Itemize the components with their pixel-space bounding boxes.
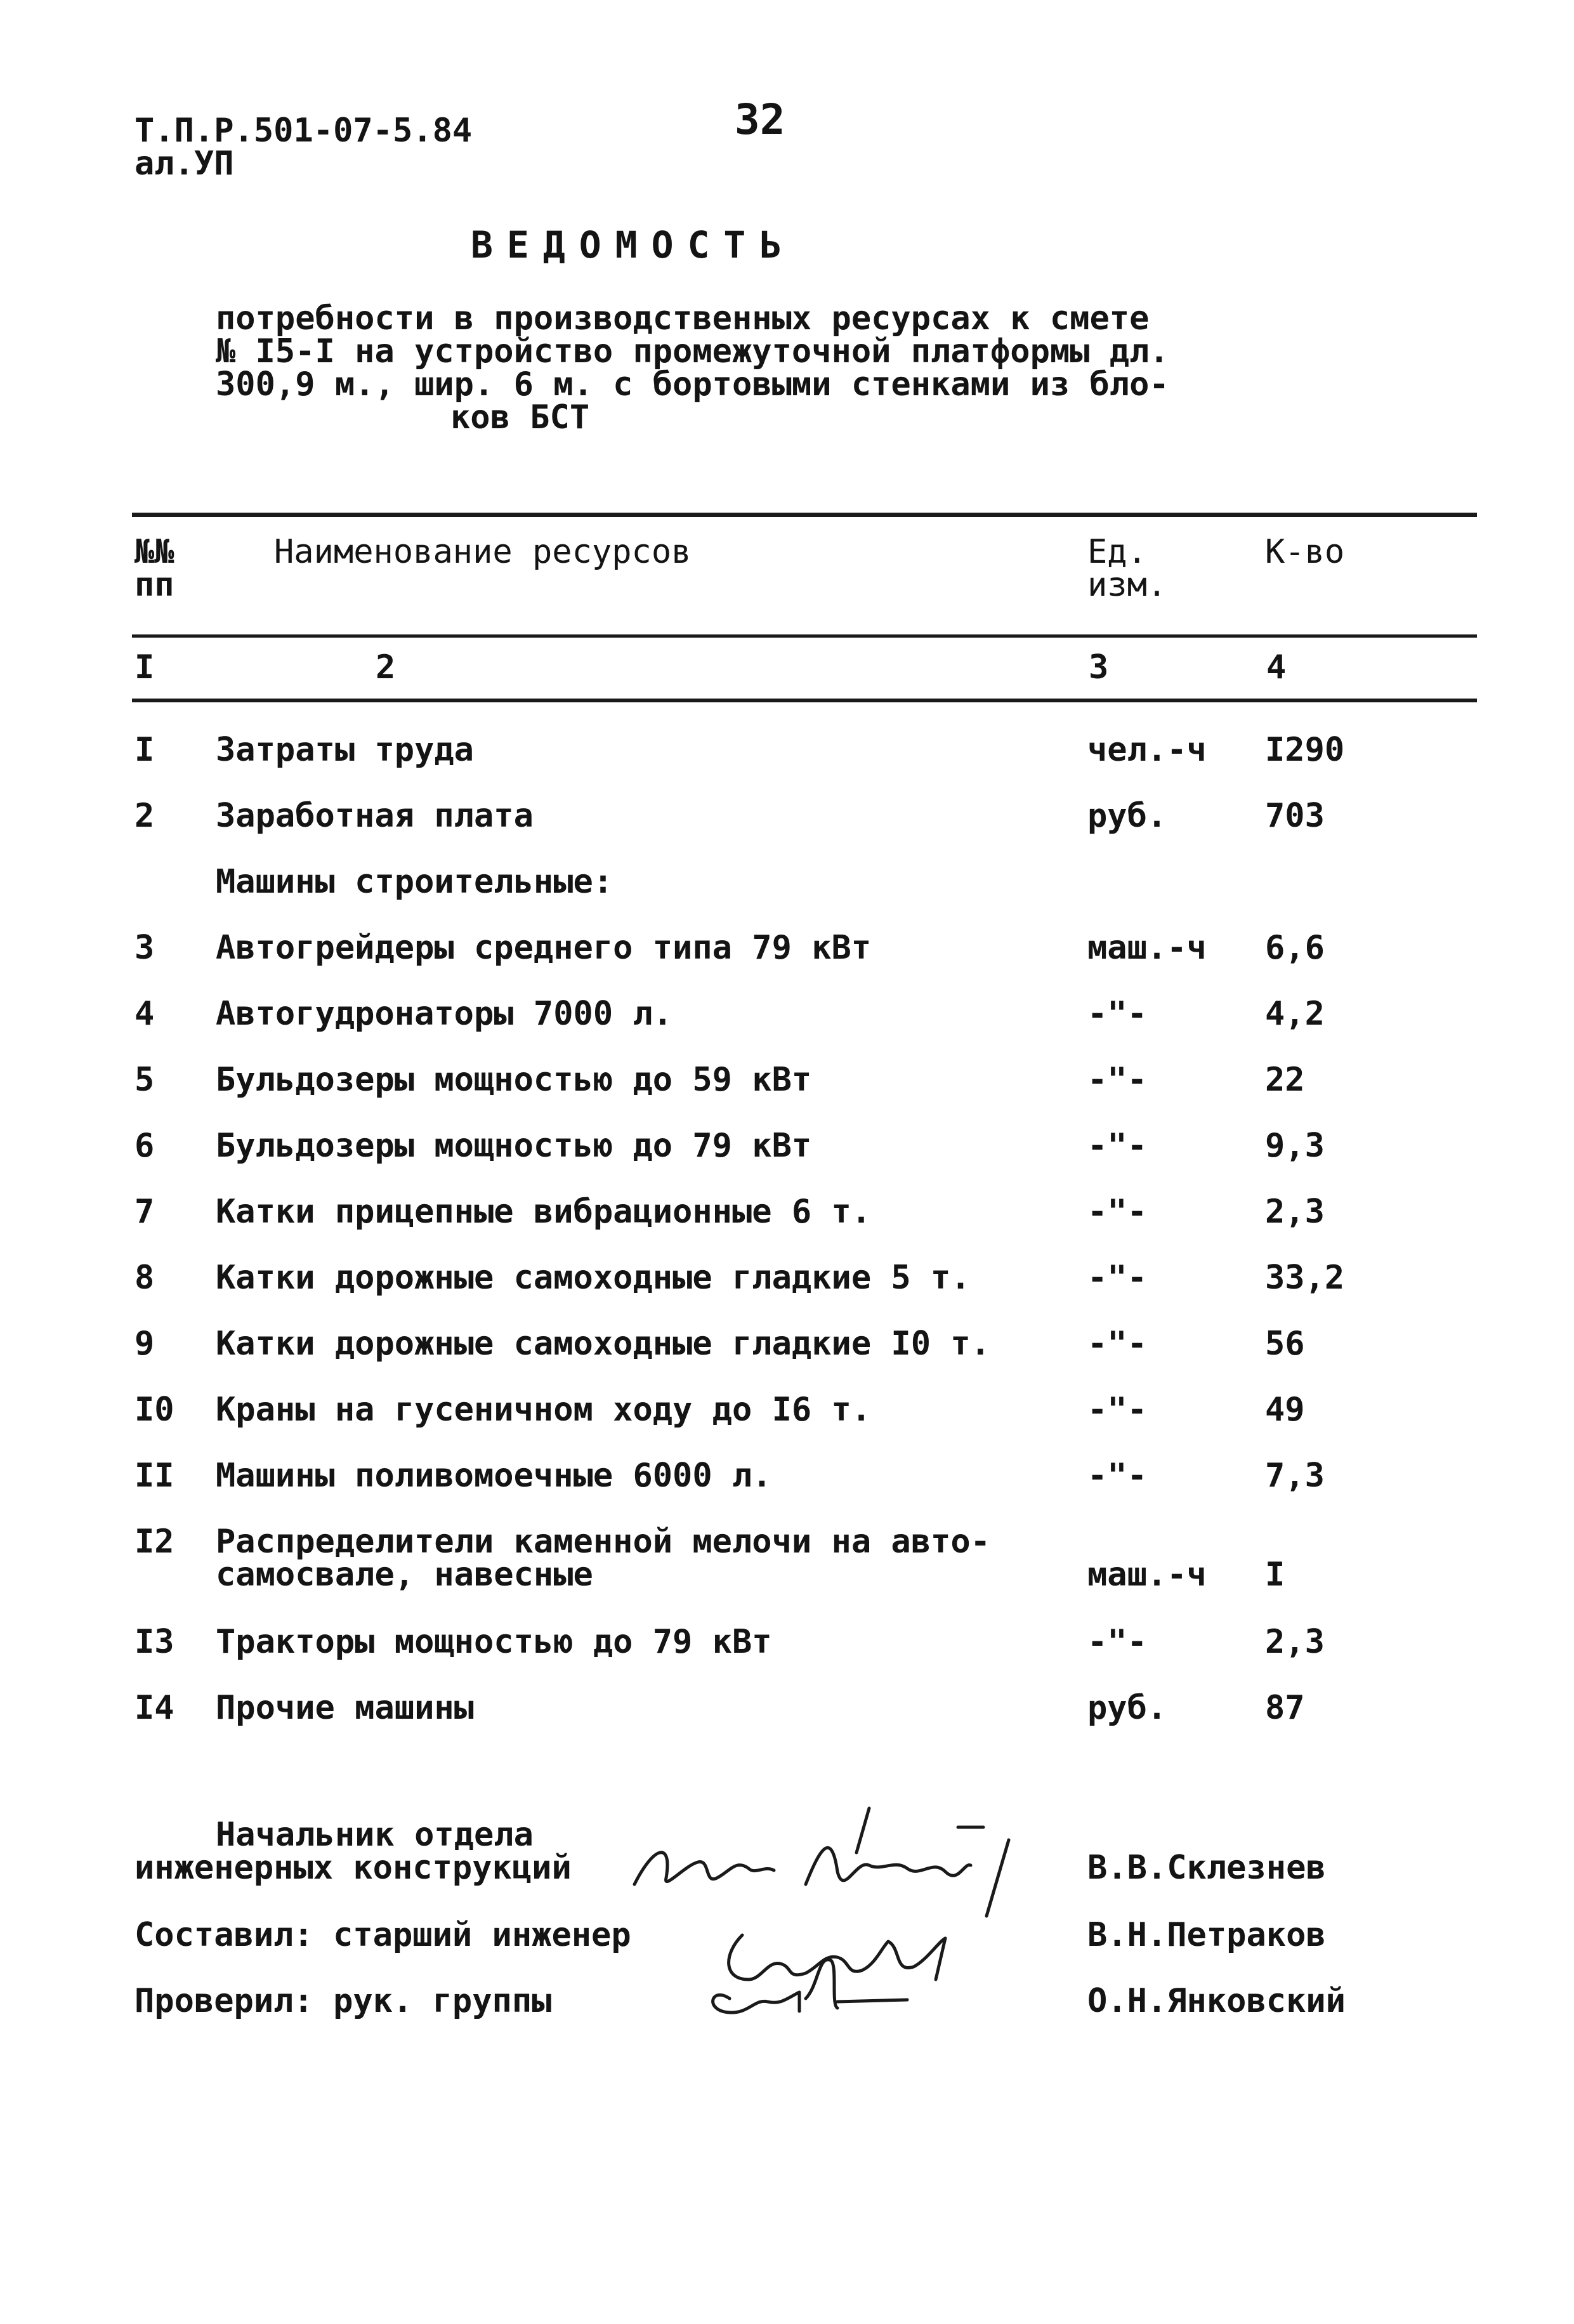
row-num: I3 bbox=[134, 1623, 174, 1661]
header-unit-line2: изм. bbox=[1087, 566, 1167, 604]
row-num: 3 bbox=[134, 929, 155, 967]
colnum-1: I bbox=[134, 648, 155, 686]
subtitle-line-3: 300,9 м., шир. 6 м. с бортовыми стенками из бло- bbox=[216, 365, 1169, 404]
row-name: Машины поливомоечные 6000 л. bbox=[216, 1457, 772, 1495]
signer-name: О.Н.Янковский bbox=[1087, 1982, 1346, 2020]
row-num: 6 bbox=[134, 1127, 155, 1165]
subtitle-line-1: потребности в производственных ресурсах к смете bbox=[216, 299, 1150, 338]
row-qty: 703 bbox=[1265, 797, 1325, 835]
row-qty: 2,3 bbox=[1265, 1623, 1325, 1661]
header-unit-line1: Ед. bbox=[1087, 533, 1147, 571]
album-label: ал.УП bbox=[134, 145, 234, 183]
signer-role-continued: инженерных конструкций bbox=[134, 1849, 572, 1887]
signer-name: В.В.Склезнев bbox=[1087, 1849, 1326, 1887]
row-name: Катки прицепные вибрационные 6 т. bbox=[216, 1193, 872, 1231]
row-name: Бульдозеры мощностью до 79 кВт bbox=[216, 1127, 812, 1165]
row-num: I4 bbox=[134, 1689, 174, 1727]
row-unit: -"- bbox=[1087, 1623, 1147, 1661]
row-section-heading: Машины строительные: bbox=[216, 863, 613, 901]
row-unit: -"- bbox=[1087, 1457, 1147, 1495]
row-unit: -"- bbox=[1087, 1061, 1147, 1099]
row-num: II bbox=[134, 1457, 174, 1495]
row-unit: -"- bbox=[1087, 1259, 1147, 1297]
row-qty: 49 bbox=[1265, 1391, 1305, 1429]
colnum-4: 4 bbox=[1266, 648, 1287, 686]
row-unit: -"- bbox=[1087, 1391, 1147, 1429]
row-name: Распределители каменной мелочи на авто- bbox=[216, 1523, 990, 1561]
row-name: Затраты труда bbox=[216, 731, 474, 769]
subtitle-line-2: № I5-I на устройство промежуточной платформы дл. bbox=[216, 332, 1169, 371]
row-unit: маш.-ч bbox=[1087, 1556, 1207, 1594]
row-unit: чел.-ч bbox=[1087, 731, 1207, 769]
table-header-rule bbox=[132, 634, 1477, 638]
row-num: 2 bbox=[134, 797, 155, 835]
row-num: 7 bbox=[134, 1193, 155, 1231]
row-qty: 56 bbox=[1265, 1325, 1305, 1363]
row-num: I0 bbox=[134, 1391, 174, 1429]
signer-role: Проверил: рук. группы bbox=[134, 1982, 552, 2020]
row-num: I2 bbox=[134, 1523, 174, 1561]
table-top-rule bbox=[132, 513, 1477, 517]
signer-name: В.Н.Петраков bbox=[1087, 1916, 1326, 1954]
row-qty: I bbox=[1265, 1556, 1285, 1594]
row-name: Катки дорожные самоходные гладкие I0 т. bbox=[216, 1325, 990, 1363]
row-qty: 4,2 bbox=[1265, 995, 1325, 1033]
row-unit: -"- bbox=[1087, 1325, 1147, 1363]
row-name-continued: самосвале, навесные bbox=[216, 1556, 593, 1594]
row-num: I bbox=[134, 731, 155, 769]
row-qty: 33,2 bbox=[1265, 1259, 1345, 1297]
row-num: 5 bbox=[134, 1061, 155, 1099]
row-qty: 7,3 bbox=[1265, 1457, 1325, 1495]
colnum-2: 2 bbox=[376, 648, 396, 686]
page-title: ВЕДОМОСТЬ bbox=[471, 223, 796, 266]
row-qty: I290 bbox=[1265, 731, 1345, 769]
signer-role: Начальник отдела bbox=[216, 1816, 534, 1854]
row-unit: маш.-ч bbox=[1087, 929, 1207, 967]
row-name: Бульдозеры мощностью до 59 кВт bbox=[216, 1061, 812, 1099]
row-qty: 22 bbox=[1265, 1061, 1305, 1099]
row-qty: 2,3 bbox=[1265, 1193, 1325, 1231]
signer-role: Составил: старший инженер bbox=[134, 1916, 631, 1954]
page-number: 32 bbox=[735, 95, 785, 144]
row-name: Прочие машины bbox=[216, 1689, 474, 1727]
subtitle-line-4: ков БСТ bbox=[450, 398, 590, 437]
row-num: 9 bbox=[134, 1325, 155, 1363]
row-unit: -"- bbox=[1087, 1127, 1147, 1165]
header-num-line1: №№ bbox=[134, 533, 174, 571]
row-name: Краны на гусеничном ходу до I6 т. bbox=[216, 1391, 872, 1429]
header-num-line2: пп bbox=[134, 566, 174, 604]
row-unit: руб. bbox=[1087, 797, 1167, 835]
row-name: Заработная плата bbox=[216, 797, 534, 835]
row-num: 4 bbox=[134, 995, 155, 1033]
row-qty: 6,6 bbox=[1265, 929, 1325, 967]
row-name: Автогудронаторы 7000 л. bbox=[216, 995, 673, 1033]
document-code: Т.П.Р.501-07-5.84 bbox=[134, 112, 473, 150]
header-name: Наименование ресурсов bbox=[274, 533, 692, 571]
row-name: Тракторы мощностью до 79 кВт bbox=[216, 1623, 772, 1661]
header-qty: К-во bbox=[1265, 533, 1345, 571]
row-name: Катки дорожные самоходные гладкие 5 т. bbox=[216, 1259, 971, 1297]
row-qty: 87 bbox=[1265, 1689, 1305, 1727]
row-unit: -"- bbox=[1087, 1193, 1147, 1231]
handwritten-signatures bbox=[628, 1789, 1047, 2018]
row-name: Автогрейдеры среднего типа 79 кВт bbox=[216, 929, 872, 967]
row-qty: 9,3 bbox=[1265, 1127, 1325, 1165]
row-num: 8 bbox=[134, 1259, 155, 1297]
table-colnum-rule bbox=[132, 699, 1477, 702]
colnum-3: 3 bbox=[1089, 648, 1109, 686]
row-unit: руб. bbox=[1087, 1689, 1167, 1727]
row-unit: -"- bbox=[1087, 995, 1147, 1033]
